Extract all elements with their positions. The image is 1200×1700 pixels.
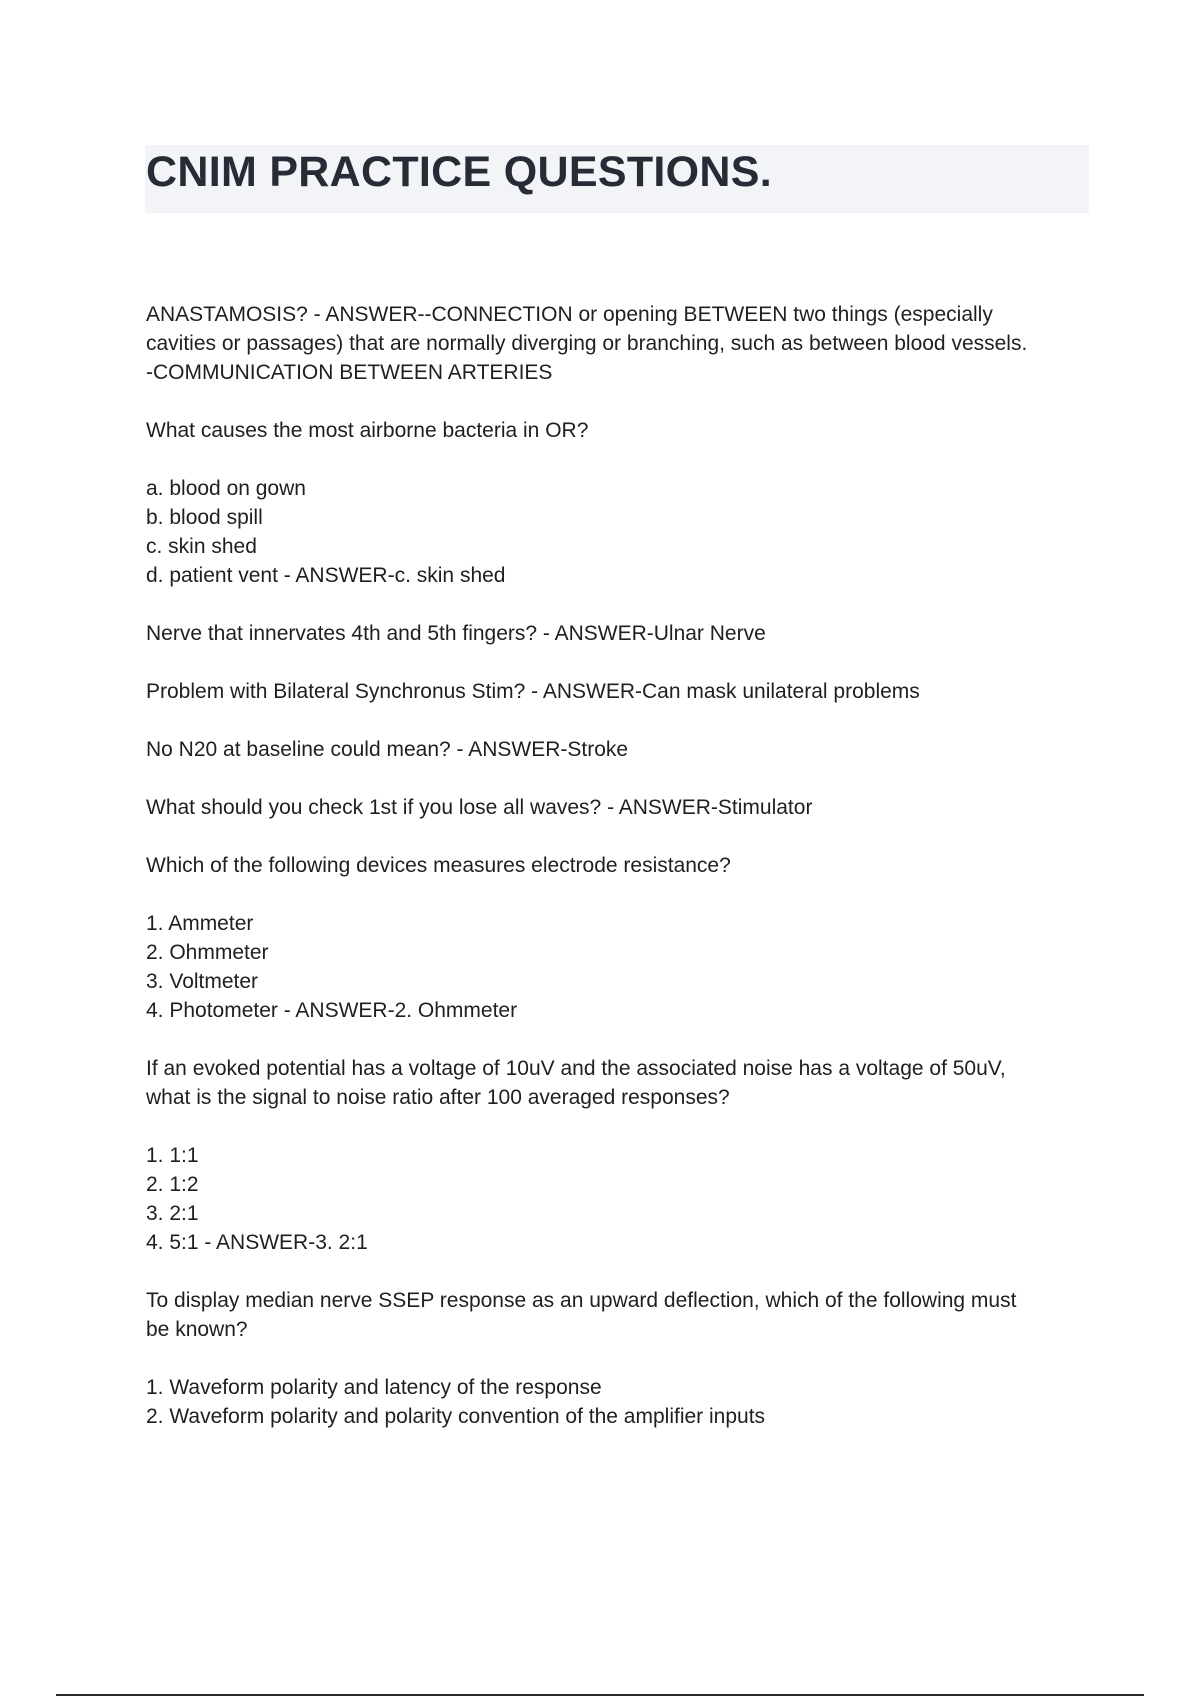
question-text: What should you check 1st if you lose all waves? - ANSWER-Stimulator [146, 796, 813, 819]
question-text-line: To display median nerve SSEP response as an upward deflection, which of the following must [146, 1289, 1017, 1312]
option-item: 2. 1:2 [146, 1173, 199, 1196]
option-item: 3. Voltmeter [146, 970, 259, 993]
question-bilateral-stim [146, 677, 1086, 706]
option-item: 4. Photometer - ANSWER-2. Ohmmeter [146, 999, 518, 1022]
options-electrode-resistance [146, 909, 1086, 1025]
question-text: No N20 at baseline could mean? - ANSWER-Stroke [146, 738, 629, 761]
question-text: Which of the following devices measures electrode resistance? [146, 854, 731, 877]
option-item: 2. Waveform polarity and polarity convention of the amplifier inputs [146, 1405, 766, 1428]
question-text-line: If an evoked potential has a voltage of 10uV and the associated noise has a voltage of 50uV, [146, 1057, 1006, 1080]
question-ssep-deflection [146, 1286, 1086, 1344]
question-electrode-resistance [146, 851, 1086, 880]
question-airborne-bacteria [146, 416, 1086, 445]
option-item: 1. Ammeter [146, 912, 254, 935]
option-item: a. blood on gown [146, 477, 306, 500]
question-text-line: ANASTAMOSIS? - ANSWER--CONNECTION or opening BETWEEN two things (especially [146, 303, 993, 326]
question-ulnar-nerve [146, 619, 1086, 648]
question-text: Problem with Bilateral Synchronus Stim? - ANSWER-Can mask unilateral problems [146, 680, 920, 703]
option-item: d. patient vent - ANSWER-c. skin shed [146, 564, 506, 587]
option-item: c. skin shed [146, 535, 257, 558]
option-item: 1. 1:1 [146, 1144, 199, 1167]
question-n20-baseline [146, 735, 1086, 764]
page-title: CNIM PRACTICE QUESTIONS. [146, 148, 772, 196]
answer-text-line: -COMMUNICATION BETWEEN ARTERIES [146, 361, 553, 384]
document-body [146, 300, 1086, 1460]
question-text: What causes the most airborne bacteria in OR? [146, 419, 589, 442]
page-bottom-rule [56, 1694, 1144, 1696]
option-item: 4. 5:1 - ANSWER-3. 2:1 [146, 1231, 368, 1254]
question-anastamosis [146, 300, 1086, 387]
question-text-line: what is the signal to noise ratio after 100 averaged responses? [146, 1086, 730, 1109]
question-text-line: be known? [146, 1318, 248, 1341]
options-ssep-deflection [146, 1373, 1086, 1431]
option-item: b. blood spill [146, 506, 263, 529]
question-signal-noise [146, 1054, 1086, 1112]
options-signal-noise [146, 1141, 1086, 1257]
option-item: 2. Ohmmeter [146, 941, 269, 964]
option-item: 3. 2:1 [146, 1202, 199, 1225]
question-text: Nerve that innervates 4th and 5th fingers? - ANSWER-Ulnar Nerve [146, 622, 766, 645]
option-item: 1. Waveform polarity and latency of the response [146, 1376, 602, 1399]
question-text-line: cavities or passages) that are normally diverging or branching, such as between blood vessels. [146, 332, 1028, 355]
question-lose-waves [146, 793, 1086, 822]
options-airborne-bacteria [146, 474, 1086, 590]
